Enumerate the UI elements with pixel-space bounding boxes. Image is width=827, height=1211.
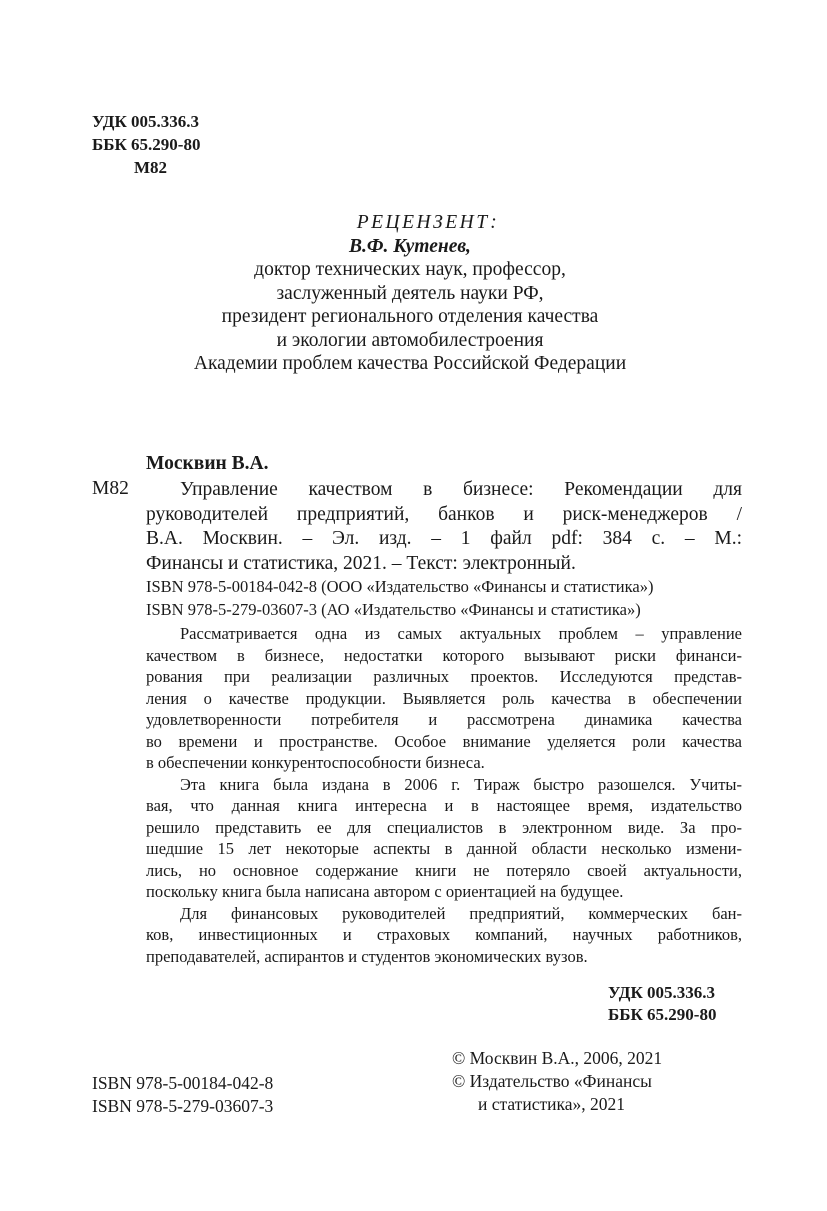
bbk-code: ББК 65.290-80 [92,135,201,154]
annotation-line: шедшие 15 лет некоторые аспекты в данной области несколько измени- [146,839,742,858]
reviewer-name: В.Ф. Кутенев, [349,235,471,257]
reviewer-credential: президент регионального отделения качества [221,306,599,327]
bbk-code: ББК 65.290-80 [608,1005,717,1024]
description-line: Финансы и статистика, 2021. – Текст: электронный. [146,552,576,574]
isbn-line: ISBN 978-5-279-03607-3 [92,1096,274,1116]
annotation-line: вая, что данная книга интересна и в настоящее время, издательство [146,796,742,815]
annotation-line: ления о качестве продукции. Выявляется роль качества в обеспечении [146,688,742,708]
isbn-line: ISBN 978-5-00184-042-8 (ООО «Издательство «Финансы и статистика») [146,577,654,596]
udk-code: УДК 005.336.3 [608,983,716,1002]
reviewer-credential: доктор технических наук, профессор, [254,259,566,280]
copyright-author: © Москвин В.А., 2006, 2021 [452,1048,663,1068]
bibliographic-description [146,478,742,576]
description-line: В.А. Москвин. – Эл. изд. – 1 файл pdf: 384 с. – М.: [146,528,742,549]
isbn-line: ISBN 978-5-279-03607-3 (АО «Издательство «Финансы и статистика») [146,600,641,619]
annotation-line: лись, но основное содержание книги не потеряло своей актуальности, [146,860,742,880]
annotation-line: Для финансовых руководителей предприятий, коммерческих бан- [180,903,742,923]
description-line: Управление качеством в бизнесе: Рекомендации для [180,479,742,500]
annotation-line: ков, инвестиционных и страховых компаний, научных работников, [146,925,742,944]
reviewer-heading: РЕЦЕНЗЕНТ: [356,212,500,233]
record-author-mark: М82 [92,478,129,499]
annotation-line: преподавателей, аспирантов и студентов экономических вузов. [146,946,588,966]
description-line: руководителей предприятий, банков и риск-менеджеров / [146,503,742,525]
annotation-line: в обеспечении конкурентоспособности бизнеса. [146,753,485,772]
annotation [146,623,742,967]
reviewer-credential: заслуженный деятель науки РФ, [276,282,544,304]
udk-code: УДК 005.336.3 [92,112,200,131]
isbn-block [92,1072,273,1118]
reviewer-block [60,211,760,376]
annotation-line: поскольку книга была написана автором с ориентацией на будущее. [146,882,624,901]
reviewer-credential: Академии проблем качества Российской Федерации [193,353,627,374]
reviewer-credential: и экологии автомобилестроения [276,329,544,351]
copyright-block [452,1047,662,1116]
bottom-classification-codes [608,982,716,1026]
annotation-line: Эта книга была издана в 2006 г. Тираж быстро разошелся. Учиты- [180,774,742,794]
record-author: Москвин В.А. [146,453,269,474]
annotation-line: удовлетворенности потребителя и рассмотрена динамика качества [146,710,742,729]
author-mark: М82 [134,158,168,177]
isbn-line: ISBN 978-5-00184-042-8 [92,1073,274,1093]
record-isbn-list [146,575,653,621]
annotation-line: во времени и пространстве. Особое внимание уделяется роли качества [146,731,742,751]
annotation-line: Рассматривается одна из самых актуальных проблем – управление [180,624,742,643]
copyright-publisher-cont: и статистика», 2021 [478,1094,625,1114]
copyright-publisher: © Издательство «Финансы [452,1071,652,1091]
annotation-line: качеством в бизнесе, недостатки которого вызывают риски финанси- [146,645,742,665]
annotation-line: решило представить ее для специалистов в электронном виде. За про- [146,817,742,837]
annotation-line: рования при реализации различных проектов. Исследуются представ- [146,667,742,686]
top-classification-codes [92,110,200,179]
